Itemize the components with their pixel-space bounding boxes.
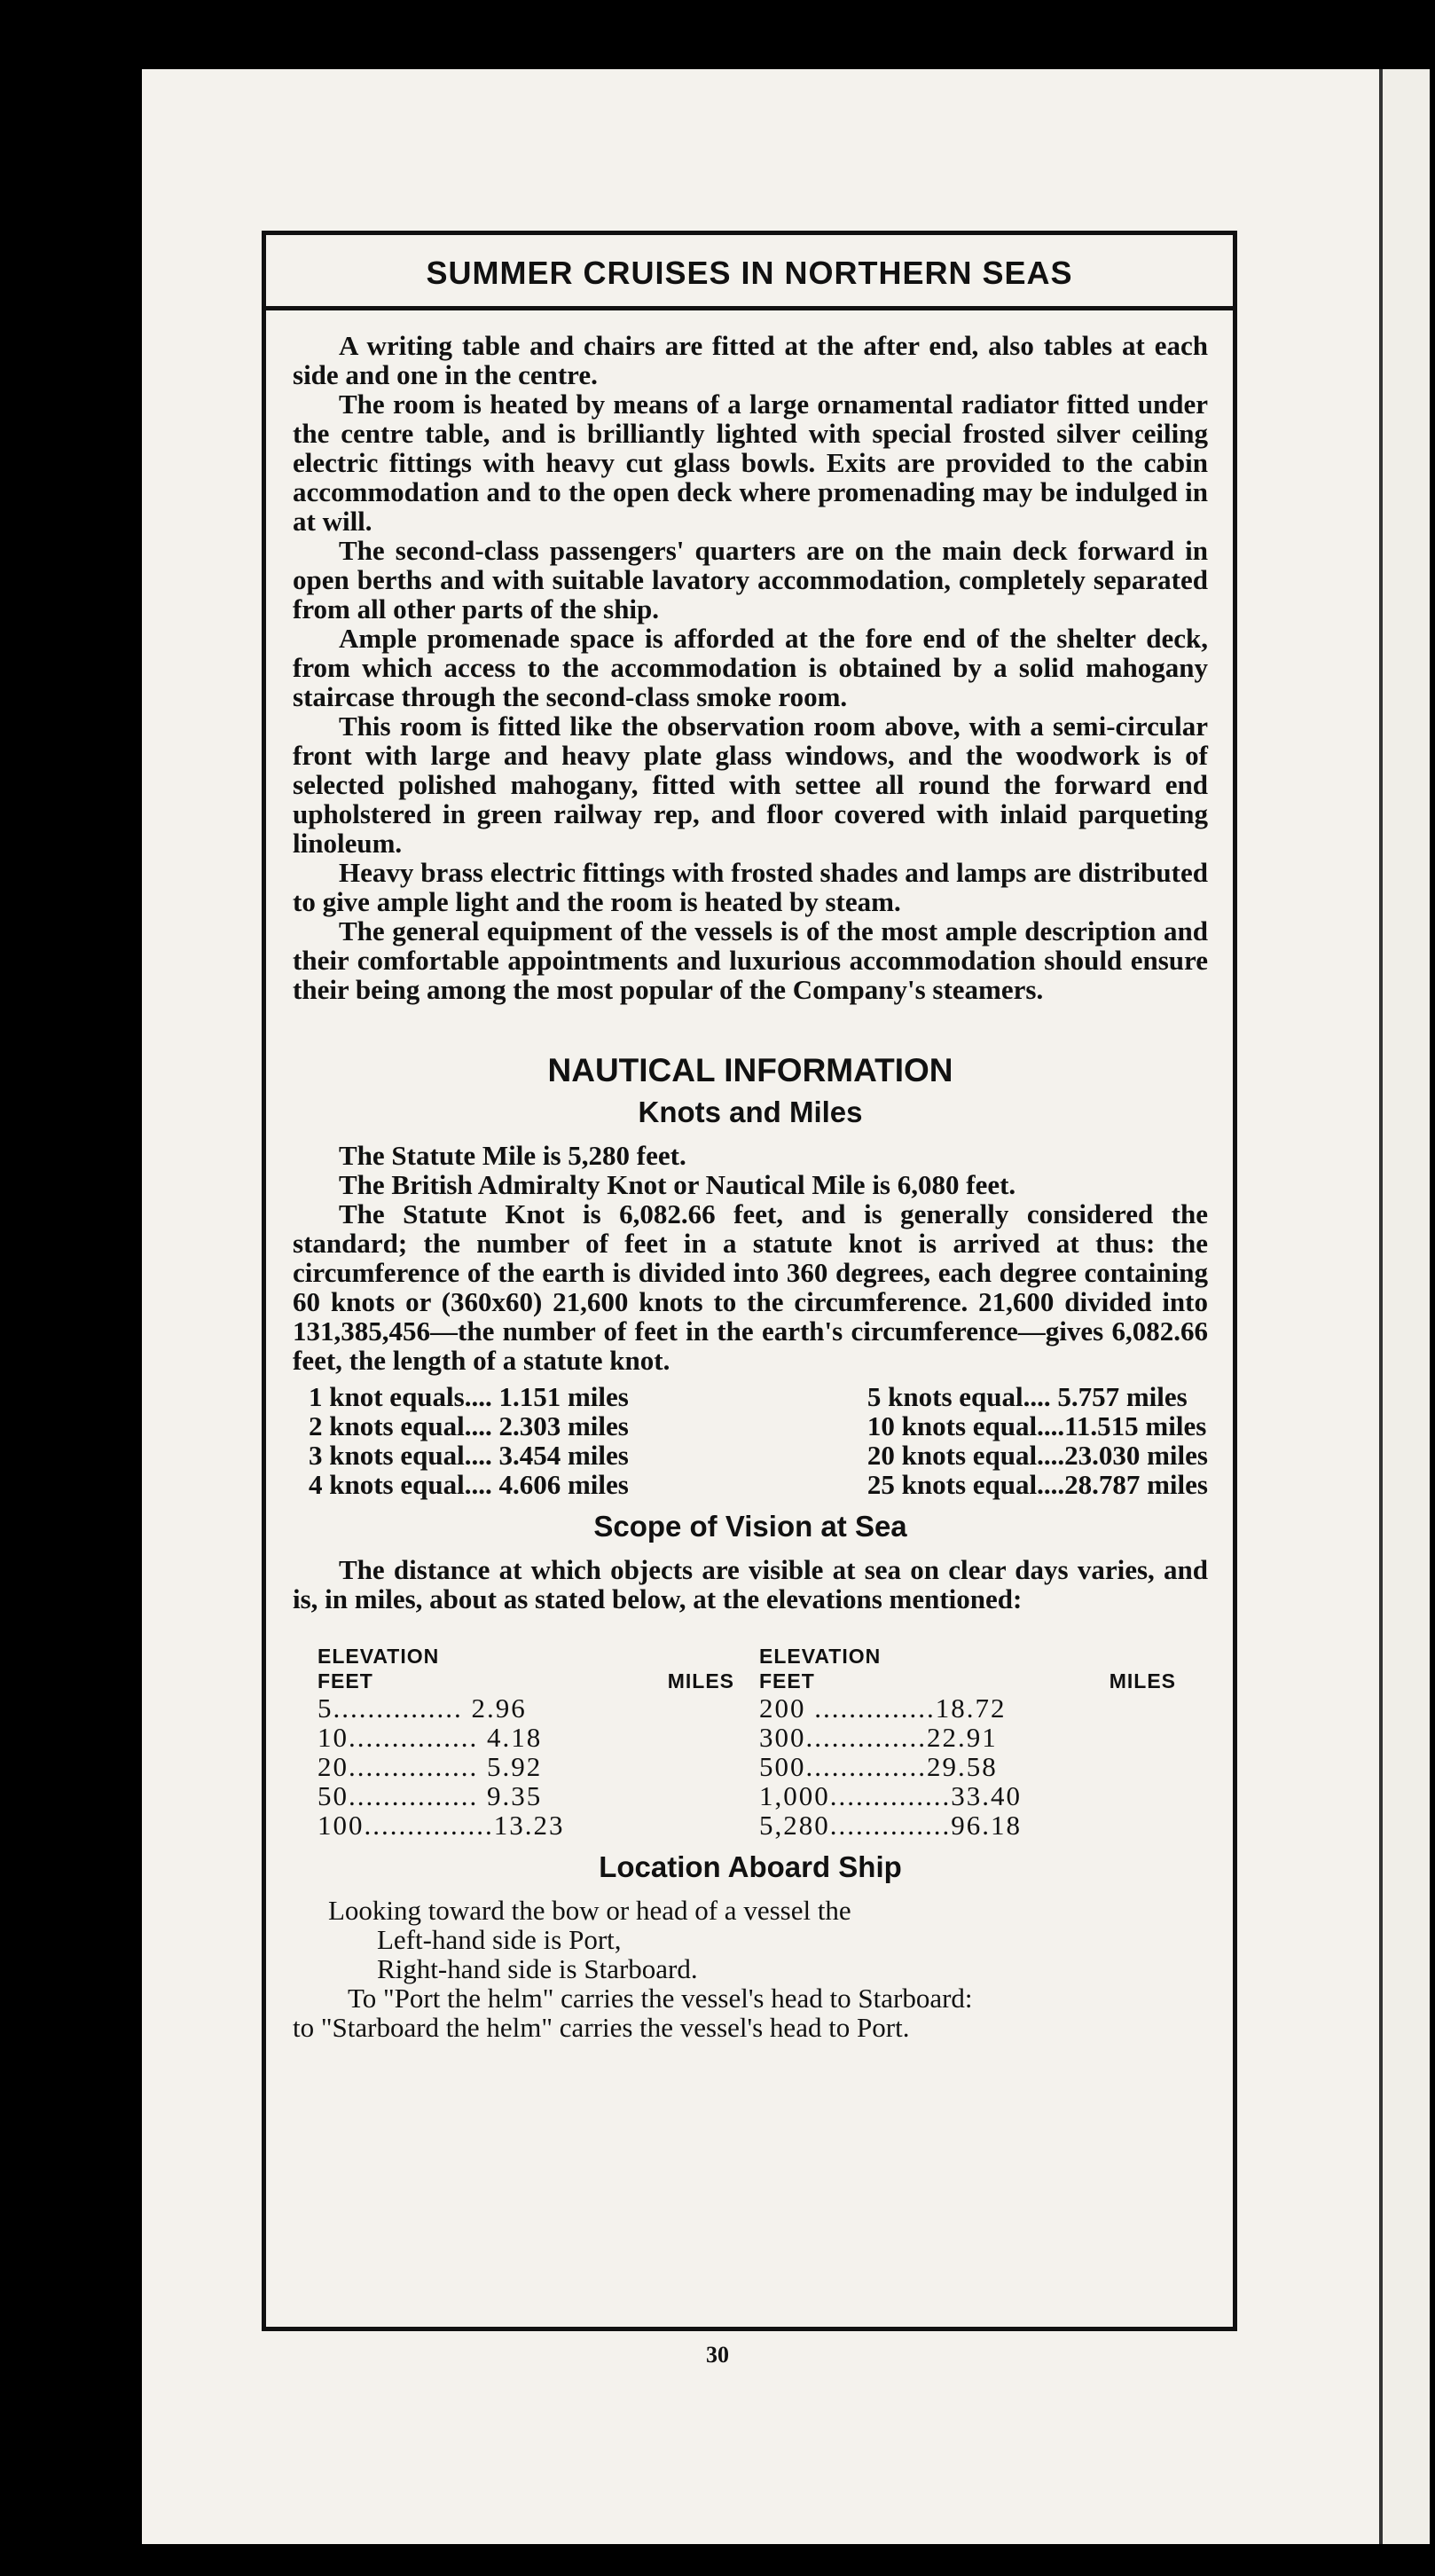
intro-paragraph: The second-class passengers' quarters are on the main deck forward in open berths and with suitable lavatory accommodation, completely separated from all other parts of the ship. bbox=[293, 535, 1208, 624]
content-frame bbox=[262, 231, 1237, 2331]
knots-table bbox=[293, 1382, 1208, 1499]
nautical-heading: NAUTICAL INFORMATION bbox=[547, 1052, 953, 1088]
location-line: To "Port the helm" carries the vessel's head to Starboard: bbox=[348, 1983, 973, 2014]
knots-row: 2 knots equal.... 2.303 miles bbox=[309, 1410, 629, 1441]
elevation-row: 5,280..............96.18 bbox=[759, 1810, 1022, 1840]
header-title: SUMMER CRUISES IN NORTHERN SEAS bbox=[426, 255, 1073, 291]
knots-row: 4 knots equal.... 4.606 miles bbox=[309, 1469, 629, 1500]
knots-right-column bbox=[867, 1382, 1208, 1499]
elevation-label: ELEVATION bbox=[318, 1645, 440, 1668]
intro-paragraph: Heavy brass electric fittings with frosted shades and lamps are distributed to give ample light and the room is heated by steam. bbox=[293, 857, 1208, 917]
page-body bbox=[293, 331, 1208, 2042]
location-heading: Location Aboard Ship bbox=[599, 1850, 902, 1883]
elevation-table bbox=[293, 1644, 1208, 1840]
elevation-row: 10............... 4.18 bbox=[318, 1723, 543, 1752]
elevation-row: 1,000..............33.40 bbox=[759, 1781, 1022, 1810]
knots-row: 3 knots equal.... 3.454 miles bbox=[309, 1440, 629, 1471]
vision-heading: Scope of Vision at Sea bbox=[593, 1510, 907, 1543]
location-line: Looking toward the bow or head of a vessel the bbox=[328, 1895, 851, 1926]
elevation-row: 200 ..............18.72 bbox=[759, 1693, 1007, 1723]
knots-row: 10 knots equal....11.515 miles bbox=[866, 1410, 1207, 1441]
elevation-row: 500..............29.58 bbox=[759, 1752, 998, 1781]
intro-paragraph: A writing table and chairs are fitted at the after end, also tables at each side and one in the centre. bbox=[293, 330, 1208, 390]
intro-paragraph: This room is fitted like the observation room above, with a semi-circular front with large and heavy plate glass windows, and the woodwork is of selected polished mahogany, fitted with settee all round the forward end upholstered in green railway rep, and floor covered with inlaid parqueting linoleum. bbox=[293, 711, 1208, 859]
knots-paragraph: The British Admiralty Knot or Nautical Mile is 6,080 feet. bbox=[339, 1169, 1016, 1200]
location-line: Right-hand side is Starboard. bbox=[377, 1953, 698, 1984]
elevation-row: 50............... 9.35 bbox=[318, 1781, 543, 1810]
elevation-row: 100...............13.23 bbox=[318, 1810, 565, 1840]
elevation-row: 300..............22.91 bbox=[759, 1723, 998, 1752]
elevation-label: ELEVATION bbox=[759, 1645, 882, 1668]
vision-paragraph: The distance at which objects are visible at sea on clear days varies, and is, in miles, about as stated below, at the elevations mentioned: bbox=[293, 1554, 1208, 1614]
feet-label: FEET bbox=[759, 1669, 815, 1692]
miles-label: MILES bbox=[1109, 1669, 1176, 1692]
miles-label: MILES bbox=[667, 1669, 734, 1692]
feet-label: FEET bbox=[318, 1669, 373, 1692]
intro-paragraph: The room is heated by means of a large ornamental radiator fitted under the centre table, and is brilliantly lighted with special frosted silver ceiling electric fittings with heavy cut glass bowls. Exits are provided to the cabin accommodation and to the open deck where promenading may be indulged in at will. bbox=[293, 389, 1208, 537]
location-block bbox=[293, 1896, 1208, 2042]
knots-row: 20 knots equal....23.030 miles bbox=[866, 1440, 1208, 1471]
knots-row: 25 knots equal....28.787 miles bbox=[866, 1469, 1208, 1500]
next-page-edge bbox=[1379, 69, 1430, 2544]
knots-paragraph: The Statute Knot is 6,082.66 feet, and is generally considered the standard; the number of feet in a statute knot is arrived at thus: the circumference of the earth is divided into 360 degrees, each degree containing 60 knots or (360x60) 21,600 knots to the circumference. 21,600 divided into 131,385,456—the number of feet in the earth's circumference—gives 6,082.66 feet, the length of a statute knot. bbox=[293, 1198, 1208, 1376]
knots-row: 5 knots equal.... 5.757 miles bbox=[866, 1381, 1188, 1412]
location-line: Left-hand side is Port, bbox=[377, 1924, 622, 1955]
elevation-left-column bbox=[318, 1644, 734, 1840]
location-line: to "Starboard the helm" carries the vessel's head to Port. bbox=[293, 2012, 910, 2043]
page-number: 30 bbox=[706, 2342, 729, 2368]
elevation-header bbox=[759, 1644, 1176, 1693]
knots-left-column bbox=[309, 1382, 629, 1499]
knots-heading: Knots and Miles bbox=[638, 1096, 863, 1128]
intro-paragraph: Ample promenade space is afforded at the fore end of the shelter deck, from which access to the accommodation is obtained by a solid mahogany staircase through the second-class smoke room. bbox=[293, 623, 1208, 712]
knots-row: 1 knot equals.... 1.151 miles bbox=[309, 1381, 629, 1412]
elevation-right-column bbox=[759, 1644, 1176, 1840]
elevation-row: 20............... 5.92 bbox=[318, 1752, 543, 1781]
knots-paragraph: The Statute Mile is 5,280 feet. bbox=[339, 1140, 686, 1171]
running-header bbox=[266, 235, 1233, 310]
elevation-row: 5............... 2.96 bbox=[318, 1693, 527, 1723]
elevation-header bbox=[318, 1644, 734, 1693]
intro-paragraph: The general equipment of the vessels is of the most ample description and their comfortable appointments and luxurious accommodation should ensure their being among the most popular of the Company's steamers. bbox=[293, 915, 1208, 1005]
